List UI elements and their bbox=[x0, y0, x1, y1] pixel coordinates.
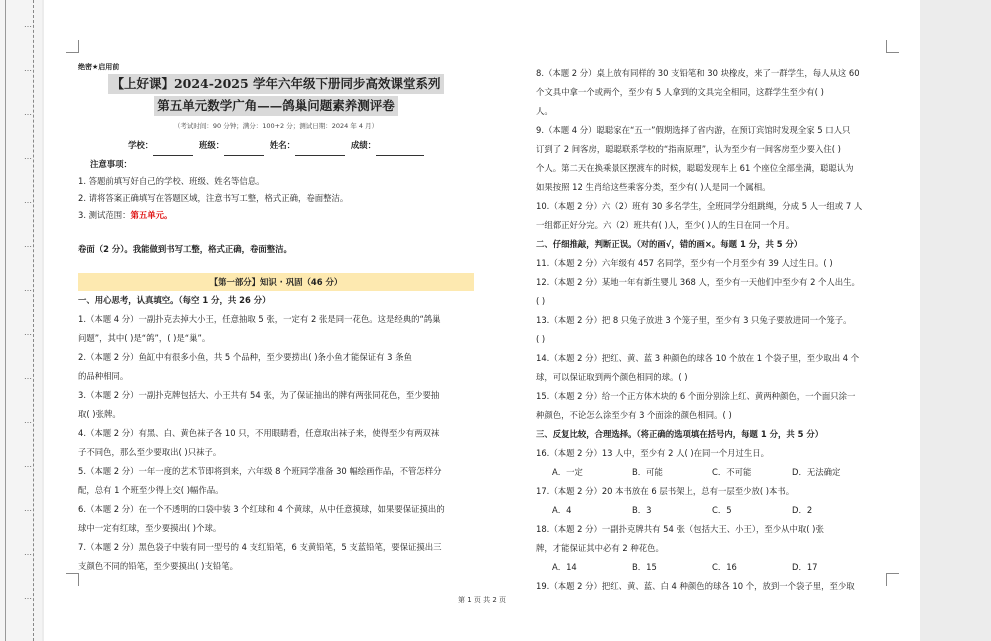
choice-option[interactable]: C．不可能 bbox=[712, 467, 752, 477]
question-line: 14.（本题 2 分）把红、黄、蓝 3 种颜色的球各 10 个放在 1 个袋子里，至少取出 4 个 bbox=[536, 353, 860, 363]
judge-questions bbox=[536, 254, 886, 425]
school-blank[interactable] bbox=[153, 145, 193, 156]
name-label: 姓名： bbox=[269, 140, 296, 150]
question-line: 支颜色不同的铅笔，至少要摸出( )支铅笔。 bbox=[78, 561, 238, 571]
crop-mark bbox=[886, 40, 899, 53]
crop-mark bbox=[886, 573, 899, 586]
question-line: 2.（本题 2 分）鱼缸中有很多小鱼，共 5 个品种，至少要捞出( )条小鱼才能保证有 3 条鱼 bbox=[78, 352, 412, 362]
question-line: 1.（本题 4 分）一副扑克去掉大小王，任意抽取 5 张，一定有 2 张是同一花色。这是经典的“鸽巢 bbox=[78, 314, 441, 324]
question-line: 种颜色，不论怎么涂至少有 3 个面涂的颜色相同。( ) bbox=[536, 410, 732, 420]
question-line: 球中一定有红球，至少要摸出( )个球。 bbox=[78, 523, 222, 533]
choice-options bbox=[536, 558, 886, 577]
question-line: ( ) bbox=[536, 296, 546, 306]
choice-option[interactable]: B．3 bbox=[632, 505, 652, 515]
question-line: 牌，才能保证其中必有 2 种花色。 bbox=[536, 543, 664, 553]
exam-meta: （考试时间：90 分钟；满分：100+2 分；测试日期：2024 年 4 月） bbox=[173, 122, 379, 130]
note-item: 2. 请将答案正确填写在答题区域，注意书写工整，格式正确，卷面整洁。 bbox=[78, 193, 349, 203]
note-item bbox=[78, 207, 474, 224]
fill-blank-questions-continued bbox=[536, 64, 886, 235]
gutter-marker: … bbox=[24, 240, 32, 249]
question-line: 12.（本题 2 分）某地一年有新生婴儿 368 人，至少有一天他们中至少有 2 个人出生。 bbox=[536, 277, 860, 287]
question-line: 个人。第二天在换乘景区摆渡车的时候，聪聪发现车上 61 个座位全部坐满，聪聪认为 bbox=[536, 163, 854, 173]
document-page bbox=[44, 0, 920, 641]
question-line: 配，总有 1 个班至少得上交( )幅作品。 bbox=[78, 485, 224, 495]
choice-option[interactable]: A．一定 bbox=[552, 467, 583, 477]
left-column bbox=[78, 60, 474, 576]
gutter-marker: … bbox=[24, 592, 32, 601]
fill-blank-questions bbox=[78, 310, 474, 576]
question-line: ( ) bbox=[536, 334, 546, 344]
gutter-marker: … bbox=[24, 460, 32, 469]
gutter-markers bbox=[24, 0, 38, 641]
question-line: 10.（本题 2 分）六（2）班有 30 多名学生，全班同学分组跳绳，分成 5 人一组或 7 人 bbox=[536, 201, 863, 211]
choice-options bbox=[536, 501, 886, 520]
question-line: 问题”，其中( )是“鸽”，( )是“巢”。 bbox=[78, 333, 211, 343]
crop-mark bbox=[66, 40, 79, 53]
neatness-note: 卷面（2 分）。我能做到书写工整，格式正确，卷面整洁。 bbox=[78, 244, 292, 254]
note-range-value: 第五单元。 bbox=[130, 210, 173, 220]
question-line: 订到了 2 间客房，聪聪联系学校的“指南原理”，认为至少有一间客房至少要入住( ) bbox=[536, 144, 841, 154]
gutter-marker: … bbox=[24, 504, 32, 513]
info-fields bbox=[78, 134, 474, 156]
question-line: 11.（本题 2 分）六年级有 457 名同学，至少有一个月至少有 39 人过生日。( ) bbox=[536, 258, 833, 268]
question-line: 取( )张牌。 bbox=[78, 409, 121, 419]
right-column bbox=[536, 64, 886, 596]
question-line: 19.（本题 2 分）把红、黄、蓝、白 4 种颜色的球各 10 个，放到一个袋子里，至少取 bbox=[536, 581, 855, 591]
question-line: 3.（本题 2 分）一副扑克牌包括大、小王共有 54 张，为了保证抽出的牌有两张同花色，至少要抽 bbox=[78, 390, 440, 400]
section3-heading: 三、反复比较，合理选择。（将正确的选项填在括号内，每题 1 分，共 5 分） bbox=[536, 429, 824, 439]
secret-label: 绝密★启用前 bbox=[78, 63, 120, 71]
note-item: 1. 答题前填写好自己的学校、班级、姓名等信息。 bbox=[78, 176, 265, 186]
choice-option[interactable]: B．15 bbox=[632, 562, 657, 572]
choice-option[interactable]: D．17 bbox=[792, 562, 818, 572]
score-label: 成绩： bbox=[350, 140, 377, 150]
question-line: 18.（本题 2 分）一副扑克牌共有 54 张（包括大王、小王），至少从中取( )张 bbox=[536, 524, 824, 534]
choice-option[interactable]: A．4 bbox=[552, 505, 572, 515]
notes-title: 注意事项： bbox=[90, 159, 132, 169]
exam-subtitle: 第五单元数学广角——鸽巢问题素养测评卷 bbox=[154, 96, 398, 116]
choice-options bbox=[536, 463, 886, 482]
section2-heading: 二、仔细推敲，判断正误。（对的画√，错的画×。每题 1 分，共 5 分） bbox=[536, 239, 803, 249]
gutter-marker: … bbox=[24, 108, 32, 117]
part1-banner: 【第一部分】知识 · 巩固（46 分） bbox=[78, 273, 474, 291]
choice-option[interactable]: D．2 bbox=[792, 505, 813, 515]
question-line: 4.（本题 2 分）有黑、白、黄色袜子各 10 只，不用眼睛看，任意取出袜子来，使得至少有两双袜 bbox=[78, 428, 440, 438]
choice-option[interactable]: C．16 bbox=[712, 562, 737, 572]
note-range-label: 3. 测试范围： bbox=[78, 210, 131, 220]
school-label: 学校： bbox=[127, 140, 154, 150]
question-line: 个文具中拿一个或两个，至少有 5 人拿到的文具完全相同，这群学生至少有( ) bbox=[536, 87, 824, 97]
choice-option[interactable]: B．可能 bbox=[632, 467, 663, 477]
question-line: 球，可以保证取到两个颜色相同的球。( ) bbox=[536, 372, 688, 382]
gutter-line bbox=[5, 0, 6, 641]
question-line: 7.（本题 2 分）黑色袋子中装有同一型号的 4 支红铅笔，6 支黄铅笔，5 支蓝铅笔，要保证摸出三 bbox=[78, 542, 442, 552]
gutter-marker: … bbox=[24, 284, 32, 293]
question-line: 子不同色，那么至少要取出( )只袜子。 bbox=[78, 447, 222, 457]
question-line: 8.（本题 2 分）桌上放有同样的 30 支铅笔和 30 块橡皮，来了一群学生，每人从这 60 bbox=[536, 68, 860, 78]
class-label: 班级： bbox=[198, 140, 225, 150]
question-line: 17.（本题 2 分）20 本书放在 6 层书架上，总有一层至少放( )本书。 bbox=[536, 486, 795, 496]
gutter-marker: … bbox=[24, 328, 32, 337]
question-line: 人。 bbox=[536, 106, 553, 116]
binding-gutter bbox=[0, 0, 42, 641]
gutter-marker: … bbox=[24, 196, 32, 205]
section1-heading: 一、用心思考，认真填空。（每空 1 分，共 26 分） bbox=[78, 295, 271, 305]
choice-option[interactable]: A．14 bbox=[552, 562, 577, 572]
question-line: 的品种相同。 bbox=[78, 371, 129, 381]
gutter-marker: … bbox=[24, 372, 32, 381]
gutter-marker: … bbox=[24, 548, 32, 557]
score-blank[interactable] bbox=[376, 145, 424, 156]
question-line: 13.（本题 2 分）把 8 只兔子放进 3 个笼子里，至少有 3 只兔子要放进同一个笼子。 bbox=[536, 315, 852, 325]
question-line: 15.（本题 2 分）给一个正方体木块的 6 个面分别涂上红、黄两种颜色，一个面只涂一 bbox=[536, 391, 856, 401]
choice-option[interactable]: C．5 bbox=[712, 505, 732, 515]
question-line: 一组都正好分完。六（2）班共有( )人，至少( )人的生日在同一个月。 bbox=[536, 220, 795, 230]
question-line: 6.（本题 2 分）在一个不透明的口袋中装 3 个红球和 4 个黄球，从中任意摸球，如果要保证摸出的 bbox=[78, 504, 445, 514]
choice-questions bbox=[536, 444, 886, 577]
gutter-marker: … bbox=[24, 20, 32, 29]
right-canvas-area bbox=[920, 0, 991, 641]
question-line: 16.（本题 2 分）13 人中，至少有 2 人( )在同一个月过生日。 bbox=[536, 448, 770, 458]
question-line: 如果按照 12 生肖给这些乘客分类，至少有( )人是同一个属相。 bbox=[536, 182, 771, 192]
name-blank[interactable] bbox=[295, 145, 345, 156]
exam-title: 【上好课】2024-2025 学年六年级下册同步高效课堂系列 bbox=[108, 74, 443, 94]
question-line: 9.（本题 4 分）聪聪家在“五一”假期选择了省内游，在预订宾馆时发现全家 5 口人只 bbox=[536, 125, 851, 135]
page-footer: 第 1 页 共 2 页 bbox=[457, 596, 507, 604]
class-blank[interactable] bbox=[224, 145, 264, 156]
choice-option[interactable]: D．无法确定 bbox=[792, 467, 841, 477]
gutter-marker: … bbox=[24, 152, 32, 161]
question-line: 5.（本题 2 分）一年一度的艺术节即将到来，六年级 8 个班同学准备 30 幅绘画作品，不管怎样分 bbox=[78, 466, 442, 476]
gutter-marker: … bbox=[24, 416, 32, 425]
gutter-marker: … bbox=[24, 64, 32, 73]
